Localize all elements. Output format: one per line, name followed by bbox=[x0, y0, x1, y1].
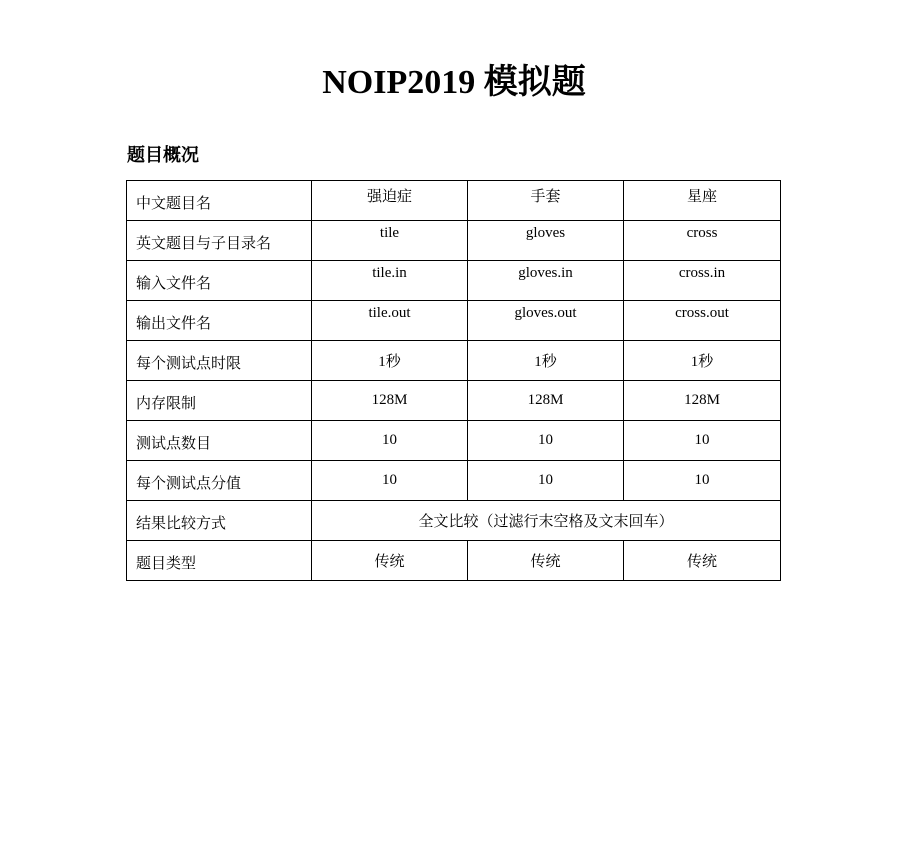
row-label: 结果比较方式 bbox=[127, 501, 312, 541]
table-cell: 10 bbox=[468, 421, 624, 461]
table-cell: 手套 bbox=[468, 181, 624, 221]
table-row-input-file bbox=[127, 261, 781, 301]
table-cell: cross.out bbox=[624, 301, 781, 341]
table-row-english-name bbox=[127, 221, 781, 261]
document-title: NOIP2019 模拟题 bbox=[322, 64, 586, 101]
row-label: 题目类型 bbox=[127, 541, 312, 581]
table-cell: 128M bbox=[468, 381, 624, 421]
table-cell: 1秒 bbox=[312, 341, 468, 381]
table-cell: cross.in bbox=[624, 261, 781, 301]
table-cell: tile bbox=[312, 221, 468, 261]
row-label: 英文题目与子目录名 bbox=[127, 221, 312, 261]
table-row-comparison-method bbox=[127, 501, 781, 541]
table-cell: 1秒 bbox=[624, 341, 781, 381]
table-cell: 10 bbox=[468, 461, 624, 501]
table-row-score-per-test bbox=[127, 461, 781, 501]
section-heading-overview: 题目概况 bbox=[127, 145, 199, 166]
table-cell: 10 bbox=[312, 421, 468, 461]
table-cell: 128M bbox=[624, 381, 781, 421]
row-label: 内存限制 bbox=[127, 381, 312, 421]
table-row-test-count bbox=[127, 421, 781, 461]
table-cell: gloves bbox=[468, 221, 624, 261]
table-cell: 10 bbox=[624, 461, 781, 501]
row-label: 输入文件名 bbox=[127, 261, 312, 301]
row-label: 中文题目名 bbox=[127, 181, 312, 221]
table-cell: 10 bbox=[624, 421, 781, 461]
table-cell: 10 bbox=[312, 461, 468, 501]
table-row-memory-limit bbox=[127, 381, 781, 421]
table-row-time-limit bbox=[127, 341, 781, 381]
row-label: 测试点数目 bbox=[127, 421, 312, 461]
table-cell: tile.in bbox=[312, 261, 468, 301]
table-cell: 传统 bbox=[468, 541, 624, 581]
table-cell: 星座 bbox=[624, 181, 781, 221]
table-cell-merged: 全文比较（过滤行末空格及文末回车） bbox=[312, 501, 781, 541]
table-cell: 传统 bbox=[312, 541, 468, 581]
table-cell: cross bbox=[624, 221, 781, 261]
table-cell: 强迫症 bbox=[312, 181, 468, 221]
row-label: 输出文件名 bbox=[127, 301, 312, 341]
table-cell: gloves.in bbox=[468, 261, 624, 301]
table-cell: gloves.out bbox=[468, 301, 624, 341]
table-cell: 传统 bbox=[624, 541, 781, 581]
row-label: 每个测试点分值 bbox=[127, 461, 312, 501]
problem-overview-table bbox=[126, 180, 781, 581]
table-row-chinese-name bbox=[127, 181, 781, 221]
table-row-output-file bbox=[127, 301, 781, 341]
table-cell: 1秒 bbox=[468, 341, 624, 381]
table-cell: tile.out bbox=[312, 301, 468, 341]
row-label: 每个测试点时限 bbox=[127, 341, 312, 381]
table-row-problem-type bbox=[127, 541, 781, 581]
table-cell: 128M bbox=[312, 381, 468, 421]
